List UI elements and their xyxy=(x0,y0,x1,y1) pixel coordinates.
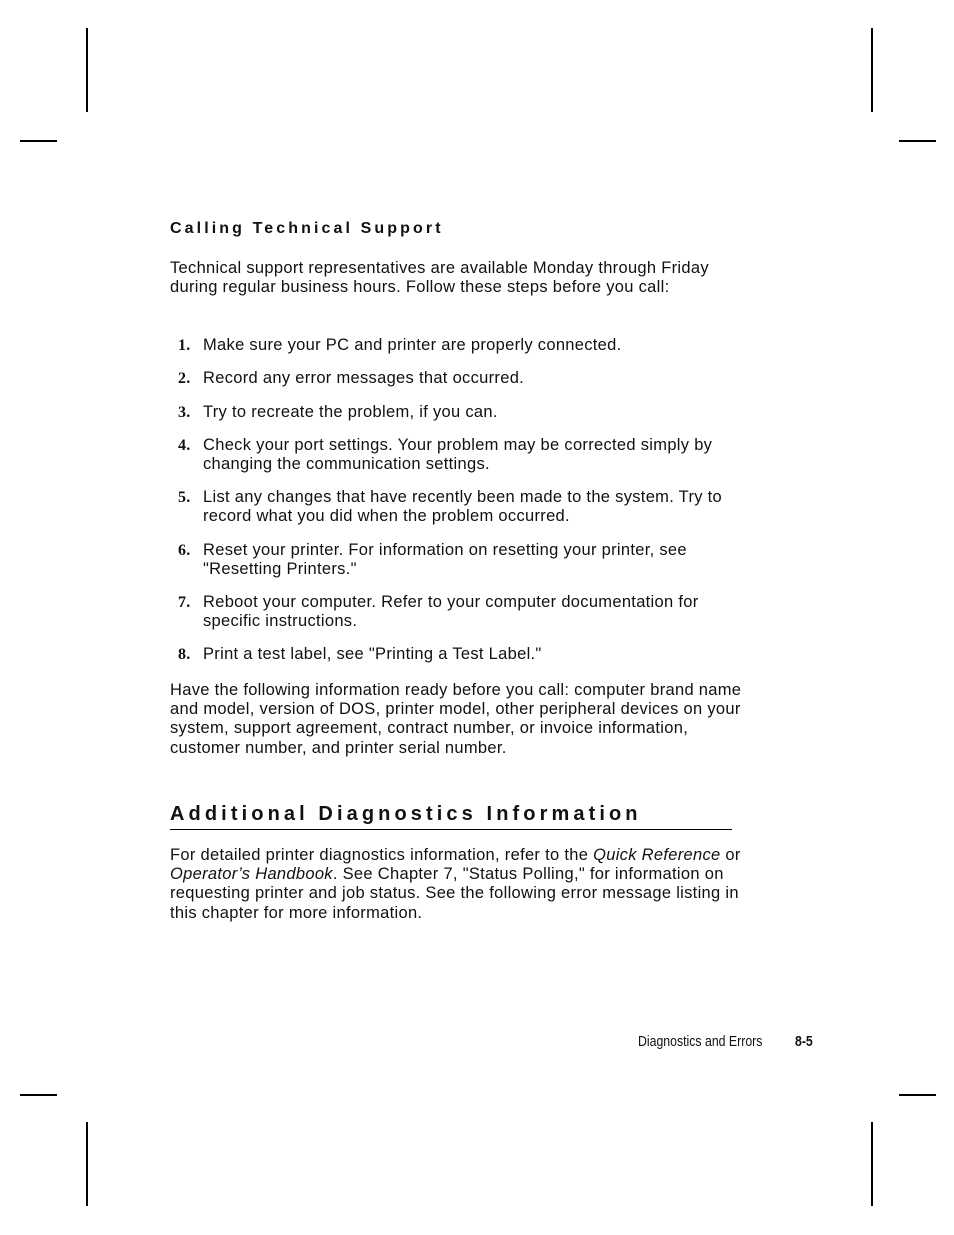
step-number: 7. xyxy=(178,594,191,611)
crop-mark-top-left-vertical xyxy=(86,28,88,112)
section-heading-additional-diagnostics-information: Additional Diagnostics Information xyxy=(170,803,642,825)
crop-mark-top-right-horizontal xyxy=(899,140,936,142)
step-text: Reset your printer. For information on resetting your printer, see "Resetting Printers." xyxy=(203,541,687,579)
step-text: List any changes that have recently been made to the system. Try to record what you did when the problem occurred. xyxy=(203,488,723,526)
crop-mark-bottom-left-horizontal xyxy=(20,1094,57,1096)
step-number: 5. xyxy=(178,489,191,506)
intro-paragraph: Technical support representatives are available Monday through Friday during regular business hours. Follow these steps before you call: xyxy=(170,259,709,297)
heading-rule xyxy=(170,829,732,830)
crop-mark-top-left-horizontal xyxy=(20,140,57,142)
step-number: 2. xyxy=(178,370,191,387)
footer-page-number: 8-5 xyxy=(795,1033,813,1050)
footer-chapter-title: Diagnostics and Errors xyxy=(638,1033,763,1050)
operators-handbook-title: Operator’s Handbook xyxy=(170,865,333,884)
crop-mark-bottom-right-horizontal xyxy=(899,1094,936,1096)
step-text: Reboot your computer. Refer to your computer documentation for specific instructions. xyxy=(203,593,699,631)
step-number: 8. xyxy=(178,646,191,663)
diagnostics-text-part3: . See Chapter 7, "Status Polling," for information on requesting printer and job status. See the following error message listing in this chapter for more information. xyxy=(170,865,739,922)
section-heading-calling-technical-support: Calling Technical Support xyxy=(170,220,444,237)
step-number: 3. xyxy=(178,404,191,421)
closing-paragraph: Have the following information ready before you call: computer brand name and model, version of DOS, printer model, other peripheral devices on your system, support agreement, contract number, or invoice information, customer number, and printer serial number. xyxy=(170,681,742,757)
step-number: 1. xyxy=(178,337,191,354)
crop-mark-bottom-right-vertical xyxy=(871,1122,873,1206)
step-number: 4. xyxy=(178,437,191,454)
diagnostics-text-part2: or xyxy=(720,846,741,864)
step-text: Record any error messages that occurred. xyxy=(203,369,525,387)
diagnostics-text-part1: For detailed printer diagnostics information, refer to the xyxy=(170,846,594,864)
step-text: Print a test label, see "Printing a Test Label." xyxy=(203,645,542,663)
step-number: 6. xyxy=(178,542,191,559)
crop-mark-bottom-left-vertical xyxy=(86,1122,88,1206)
step-text: Make sure your PC and printer are properly connected. xyxy=(203,336,622,354)
step-text: Check your port settings. Your problem may be corrected simply by changing the communication settings. xyxy=(203,436,713,474)
diagnostics-paragraph xyxy=(170,846,750,923)
quick-reference-title: Quick Reference xyxy=(593,846,721,864)
crop-mark-top-right-vertical xyxy=(871,28,873,112)
step-text: Try to recreate the problem, if you can. xyxy=(203,403,498,421)
